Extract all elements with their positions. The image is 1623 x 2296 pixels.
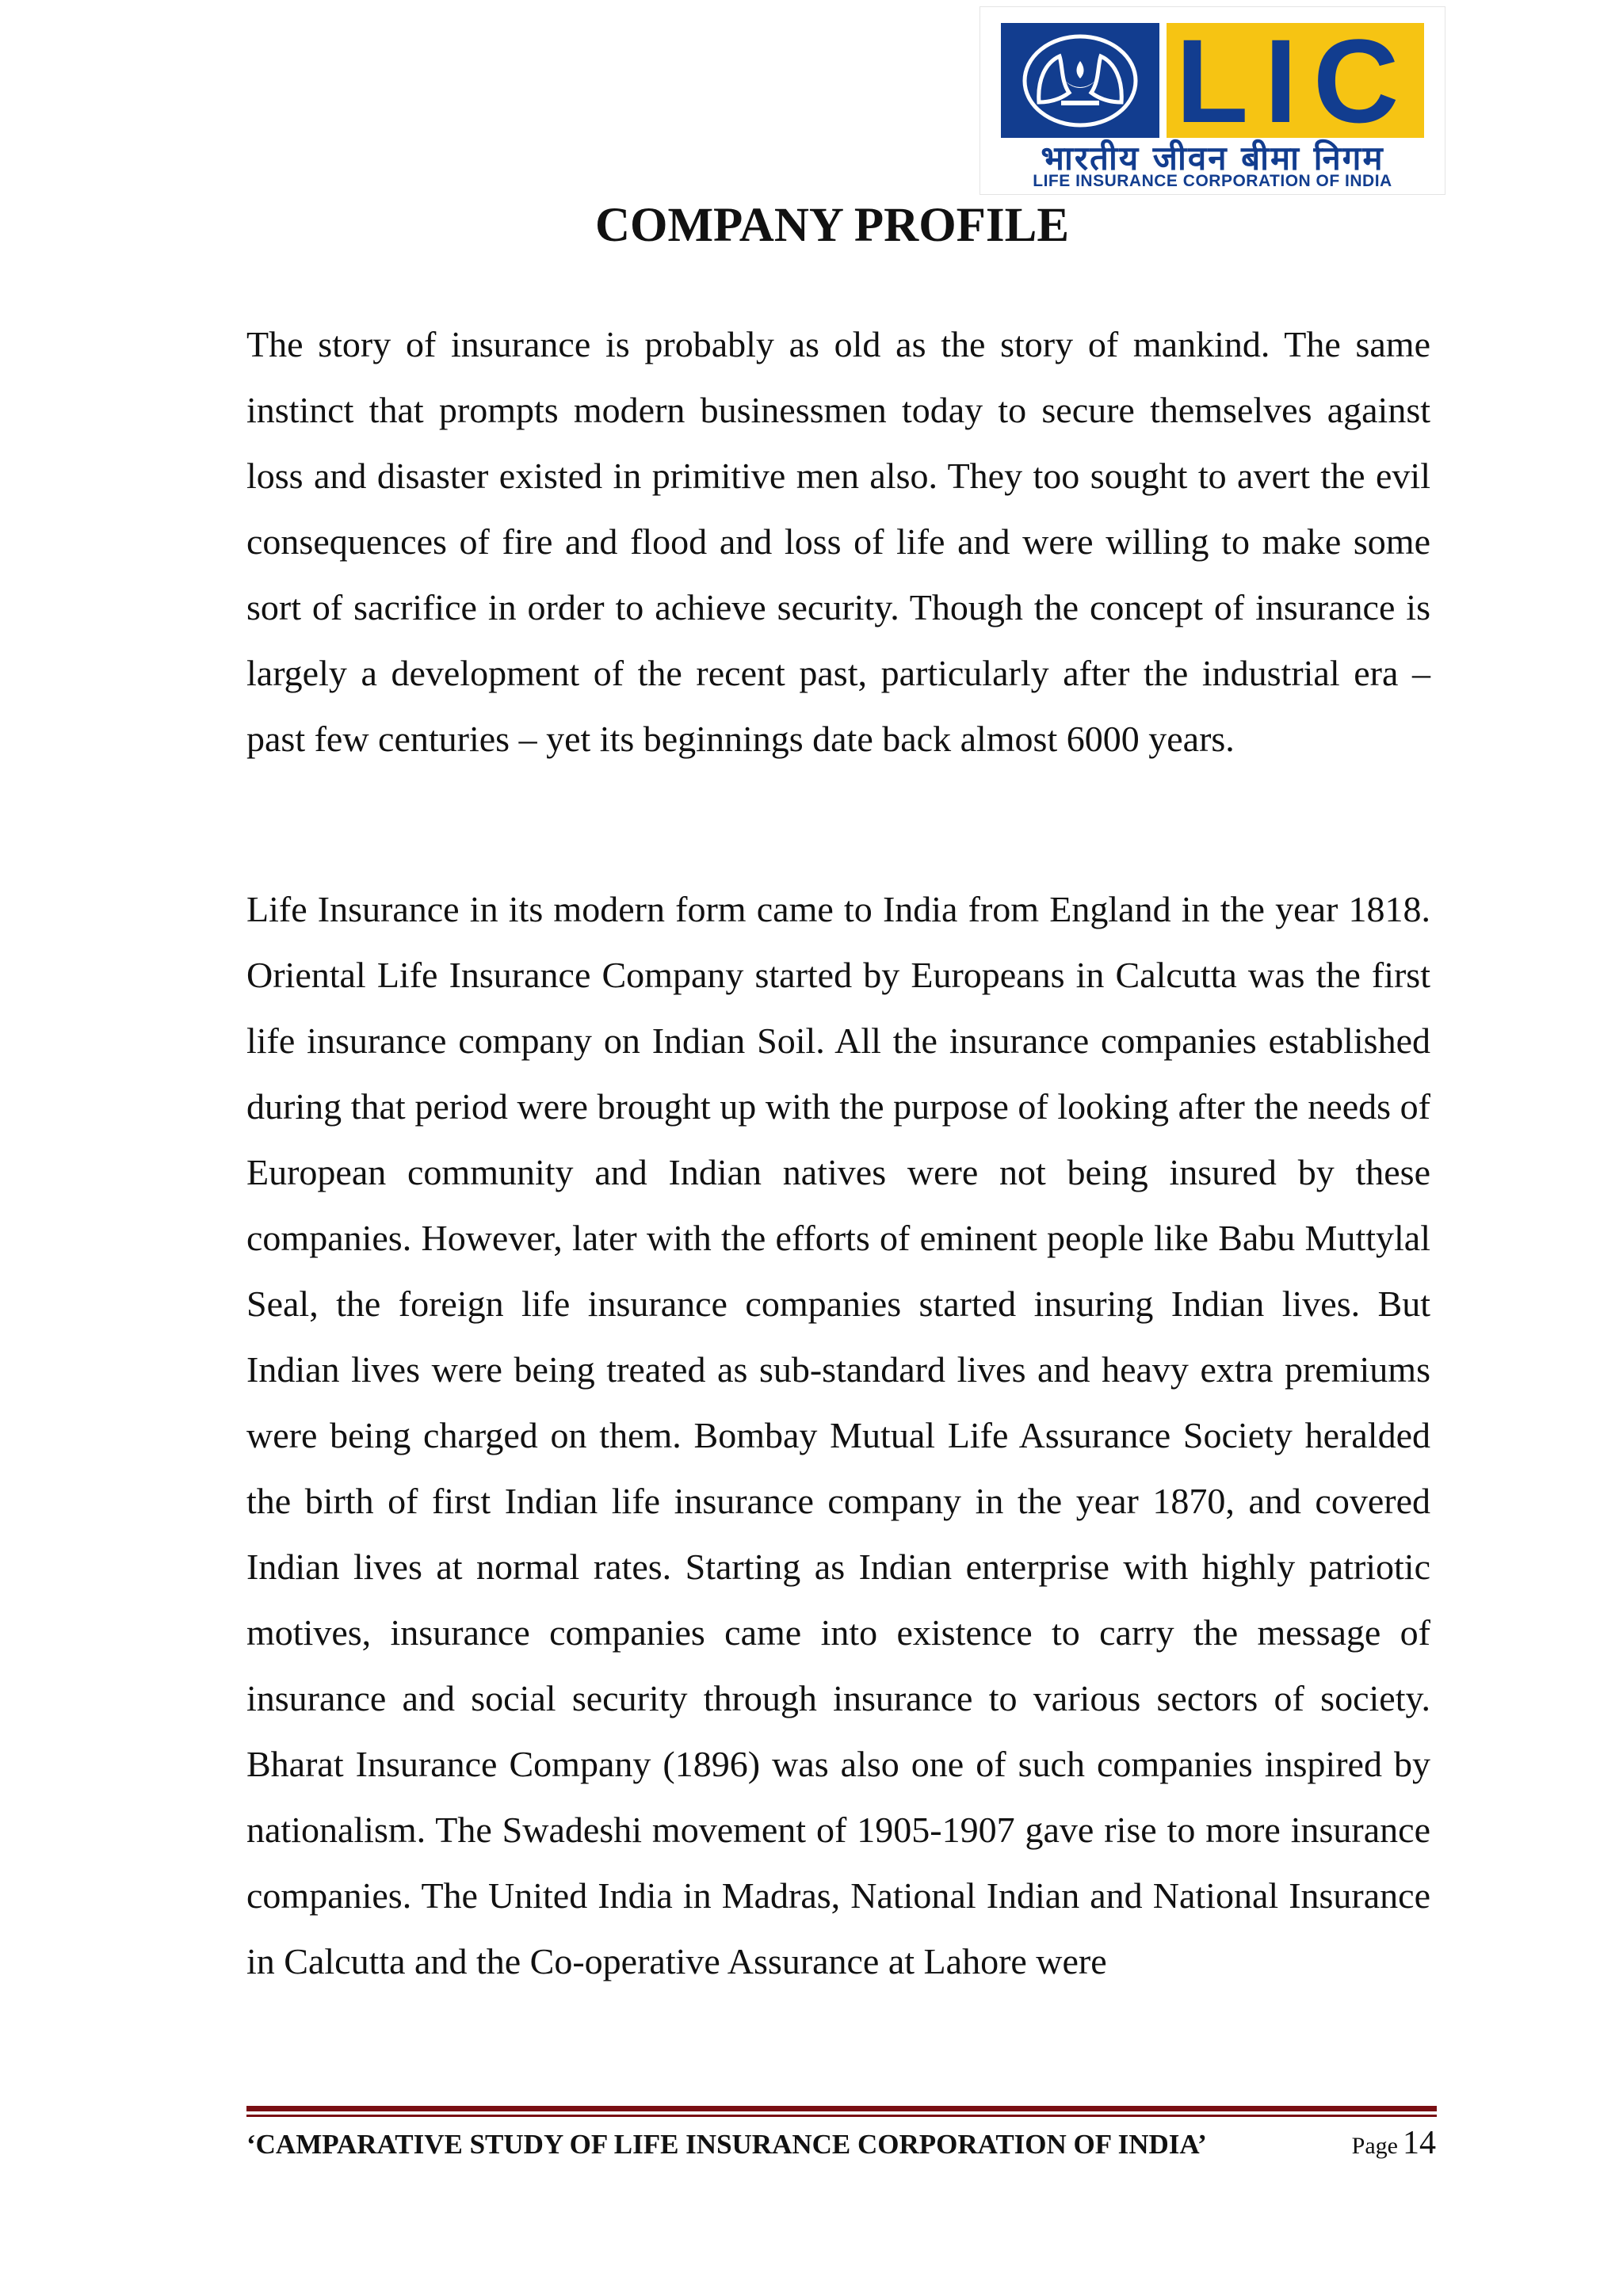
logo-english-name: LIFE INSURANCE CORPORATION OF INDIA <box>1033 172 1392 190</box>
logo-hindi-name: भारतीय जीवन बीमा निगम <box>1041 139 1384 177</box>
hands-lamp-emblem-icon <box>1022 34 1139 128</box>
logo-letters-panel <box>1167 13 1424 147</box>
footer-rule <box>246 2106 1437 2111</box>
footer-page-number <box>1352 2123 1436 2170</box>
footer-rule-thin <box>246 2115 1437 2117</box>
page-title: COMPANY PROFILE <box>594 199 1070 252</box>
page-number: 14 <box>1403 2125 1436 2161</box>
logo-brand-letters: LIC <box>1175 13 1415 147</box>
body-paragraph: The story of insurance is probably as old as the story of mankind. The same instinct that prompts modern businessmen today to secure themselves against loss and disaster existed in primitive men also. They too sought to avert the evil consequences of fire and flood and loss of life and were willing to make some sort of sacrifice in order to achieve security. Though the concept of insurance is largely a development of the recent past, particularly after the industrial era – past few centuries – yet its beginnings date back almost 6000 years. <box>246 324 1430 759</box>
body-paragraph: Life Insurance in its modern form came to India from England in the year 1818. Oriental Life Insurance Company started by Europeans in Calcutta was the first life insurance company on Indian Soil. All the insurance companies established during that period were brought up with the purpose of looking after the needs of European community and Indian natives were not being insured by these companies. However, later with the efforts of eminent people like Babu Muttylal Seal, the foreign life insurance companies started insuring Indian lives. But Indian lives were being treated as sub-standard lives and heavy extra premiums were being charged on them. Bombay Mutual Life Assurance Society heralded the birth of first Indian life insurance company in the year 1870, and covered Indian lives at normal rates. Starting as Indian enterprise with highly patriotic motives, insurance companies came into existence to carry the message of insurance and social security through insurance to various sectors of society. Bharat Insurance Company (1896) was also one of such companies inspired by nationalism. The Swadeshi movement of 1905-1907 gave rise to more insurance companies. The United India in Madras, National Indian and National Insurance in Calcutta and the Co-operative Assurance at Lahore were <box>246 889 1430 1981</box>
logo-emblem-panel <box>1001 23 1159 138</box>
page-label: Page <box>1351 2133 1398 2159</box>
footer-running-title: ‘CAMPARATIVE STUDY OF LIFE INSURANCE CORPORATION OF INDIA’ <box>246 2129 1207 2160</box>
lic-logo <box>980 6 1445 195</box>
